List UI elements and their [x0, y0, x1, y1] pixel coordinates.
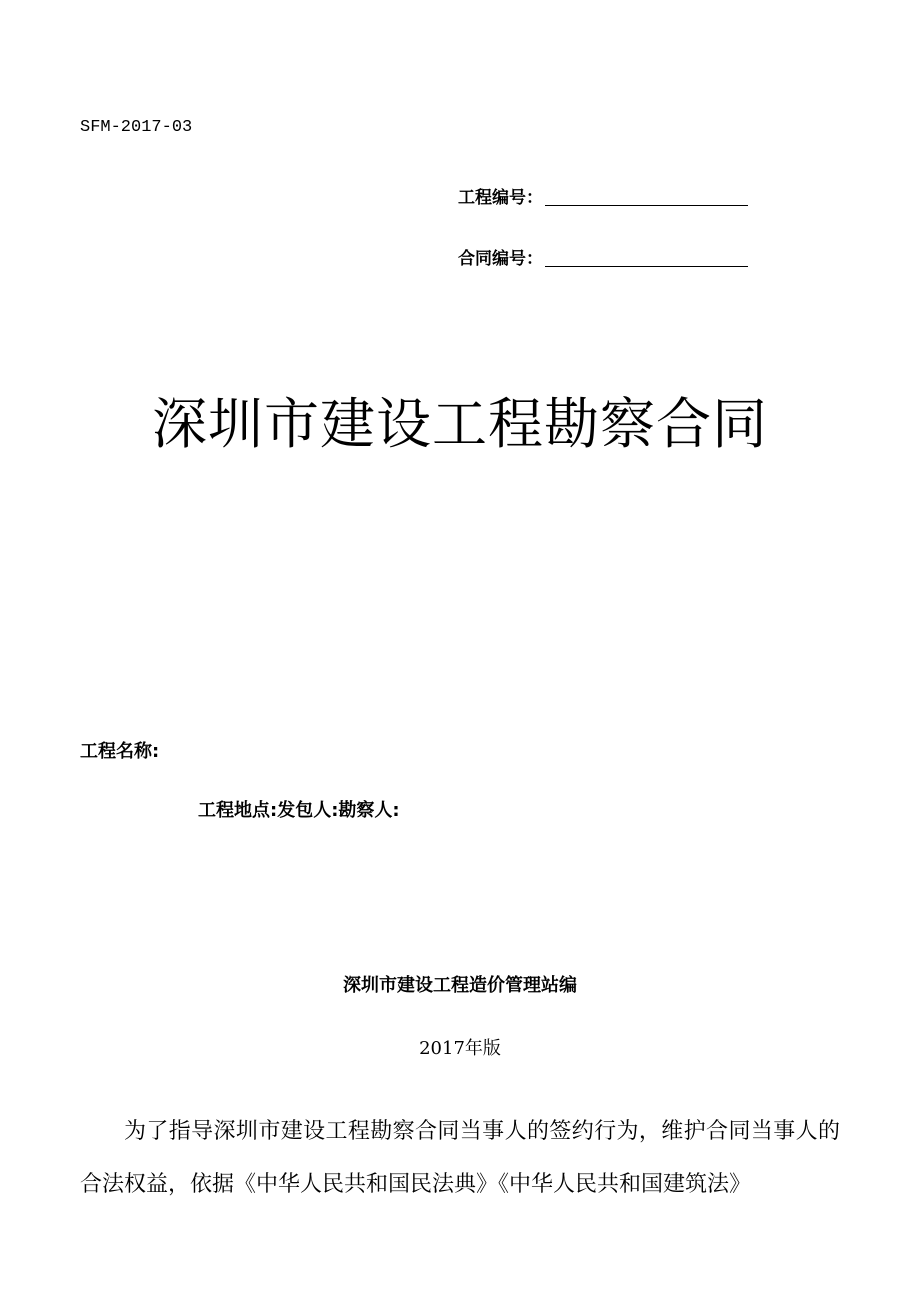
document-code: SFM-2017-03	[80, 118, 193, 137]
parties-line: 工程地点:发包人:勘察人:	[198, 800, 400, 821]
contract-number-blank	[545, 248, 748, 267]
project-number-label: 工程编号：	[458, 188, 543, 208]
contract-number-label: 合同编号：	[458, 249, 543, 269]
intro-paragraph: 为了指导深圳市建设工程勘察合同当事人的签约行为，维护合同当事人的合法权益，依据《中华人民共和国民法典》《中华人民共和国建筑法》	[80, 1119, 840, 1197]
contract-number-field	[458, 244, 748, 269]
edition-line: 2017年版	[419, 1038, 501, 1059]
project-number-blank	[545, 187, 748, 206]
project-name-label: 工程名称:	[80, 741, 160, 762]
editor-line: 深圳市建设工程造价管理站编	[343, 975, 577, 996]
document-title: 深圳市建设工程勘察合同	[151, 392, 768, 456]
project-number-field	[458, 183, 748, 208]
